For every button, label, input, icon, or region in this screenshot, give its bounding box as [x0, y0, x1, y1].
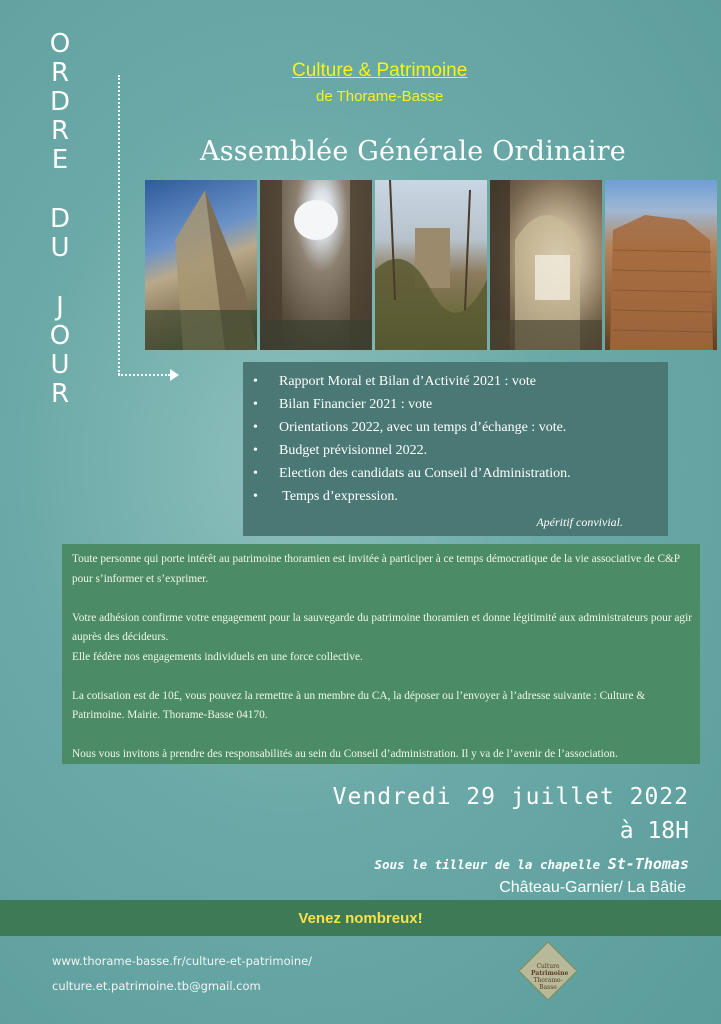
info-paragraph: Votre adhésion confirme votre engagement pour la sauvegarde du patrimoine thoramien et donne légitimité aux administrateurs pour agir auprès des décideurs.: [72, 611, 692, 643]
agenda-item: • Temps d’expression.: [253, 485, 668, 508]
info-box: [62, 544, 700, 764]
event-place-prefix: Sous le tilleur de la chapelle: [374, 857, 608, 872]
photo-tower-in-forest: [375, 180, 487, 350]
page-title: Assemblée Générale Ordinaire: [200, 136, 626, 167]
logo-line: Patrimoine: [531, 970, 569, 977]
agenda-item: • Orientations 2022, avec un temps d’échange : vote.: [253, 416, 668, 439]
dotted-connector-horizontal: [118, 374, 170, 376]
dotted-connector-vertical: [118, 75, 120, 375]
call-to-action-banner: [0, 900, 721, 936]
email-link[interactable]: culture.et.patrimoine.tb@gmail.com: [52, 979, 261, 993]
event-place: [374, 855, 689, 873]
arrow-right-icon: [170, 369, 179, 381]
letter: O: [49, 29, 71, 59]
agenda-closing: Apéritif convivial.: [536, 515, 623, 529]
photo-ruined-wall-sky: [145, 180, 257, 350]
vertical-title: [40, 30, 80, 409]
vertical-word-jour: [40, 293, 80, 409]
letter: D: [49, 204, 71, 234]
website-link[interactable]: www.thorame-basse.fr/culture-et-patrimoine/: [52, 954, 313, 968]
letter: O: [49, 321, 71, 351]
event-date: Vendredi 29 juillet 2022: [332, 784, 689, 810]
photo-stone-tower: [605, 180, 717, 350]
logo-text: [531, 963, 569, 991]
letter: R: [50, 116, 70, 146]
letter: J: [56, 292, 64, 322]
vertical-word-du: [40, 205, 80, 263]
agenda-item: • Bilan Financier 2021 : vote: [253, 393, 668, 416]
agenda-item: • Rapport Moral et Bilan d’Activité 2021 : vote: [253, 370, 668, 393]
photo-vaulted-room: [490, 180, 602, 350]
agenda-list: [243, 362, 668, 508]
logo-line: Culture: [536, 963, 560, 970]
event-town: Château-Garnier/ La Bâtie: [499, 879, 686, 896]
banner-text: Venez nombreux!: [298, 910, 423, 927]
org-location: de Thorame-Basse: [316, 88, 444, 105]
agenda-item: • Budget prévisionnel 2022.: [253, 439, 668, 462]
agenda-box: [243, 362, 668, 536]
photo-strip: [145, 180, 717, 350]
info-paragraph: Toute personne qui porte intérêt au patrimoine thoramien est invitée à participer à ce temps démocratique de la vie associative de C&P pour s’informer et s’exprimer.: [72, 553, 680, 585]
logo-line: Thorame-Basse: [533, 977, 563, 991]
org-name: Culture & Patrimoine: [292, 60, 468, 81]
event-chapel: St-Thomas: [607, 855, 689, 873]
letter: R: [50, 58, 70, 88]
letter: U: [50, 233, 70, 263]
agenda-item: • Election des candidats au Conseil d’Administration.: [253, 462, 668, 485]
letter: E: [51, 145, 69, 175]
photo-interior-vault-opening: [260, 180, 372, 350]
letter: R: [50, 379, 70, 409]
info-paragraph: La cotisation est de 10£, vous pouvez la remettre à un membre du CA, la déposer ou l’envoyer à l’adresse suivante : Culture & Patrimoine. Mairie. Thorame-Basse 04170.: [72, 689, 646, 721]
letter: U: [50, 350, 70, 380]
event-time: à 18H: [619, 818, 689, 844]
letter: D: [49, 87, 71, 117]
info-paragraph: Nous vous invitons à prendre des responsabilités au sein du Conseil d’administration. Il y va de l’avenir de l’association.: [72, 748, 618, 760]
info-paragraph: Elle fédère nos engagements individuels en une force collective.: [72, 650, 363, 663]
